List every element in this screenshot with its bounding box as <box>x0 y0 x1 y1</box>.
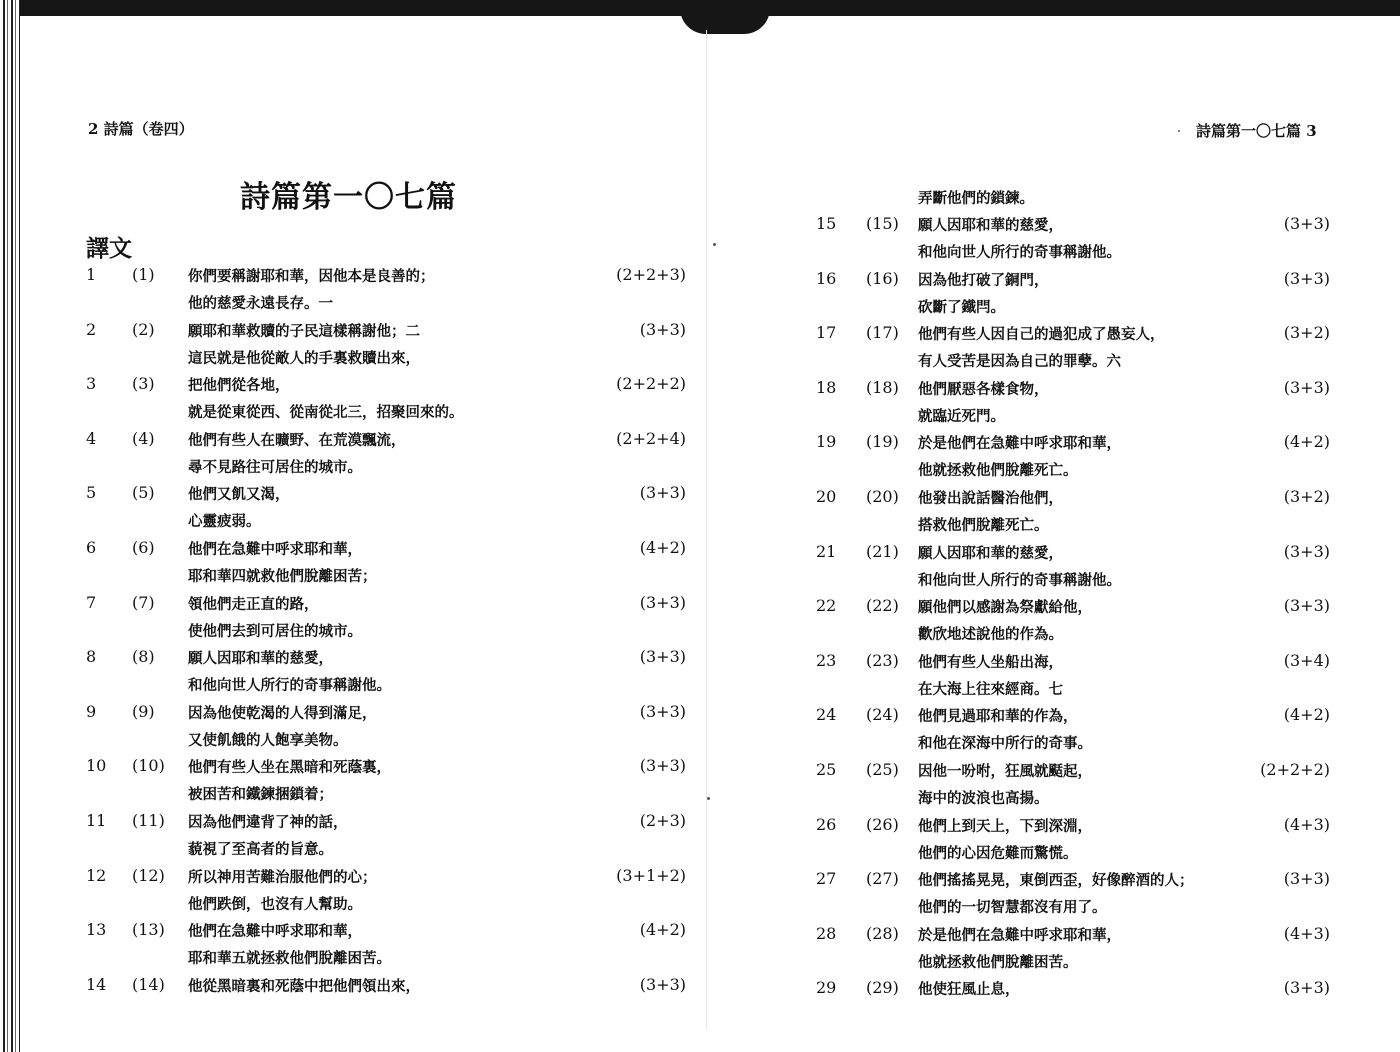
verse-number: 9 <box>86 701 97 721</box>
meter-notation: (4+2) <box>1283 432 1330 452</box>
verse-number-parenthetical: (26) <box>866 814 899 834</box>
verse-line-1: 他們有些人坐船出海， <box>918 653 1063 671</box>
meter-notation: (3+3) <box>1283 377 1330 397</box>
verse-line-2: 耶和華四就救他們脫離困苦； <box>188 568 377 585</box>
section-heading: 譯文 <box>86 235 132 262</box>
verse-number: 14 <box>86 974 107 994</box>
verse-number: 6 <box>86 538 97 557</box>
verse-number-parenthetical: (4) <box>132 428 155 448</box>
verse-line-1: 他們上到天上，下到深淵， <box>918 817 1092 835</box>
verse-number-parenthetical: (1) <box>132 265 155 284</box>
meter-notation: (4+3) <box>1283 814 1330 834</box>
meter-notation: (3+3) <box>1283 268 1330 288</box>
verse-line-1: 他們有些人在曠野、在荒漠飄流， <box>188 431 406 449</box>
verse-number: 11 <box>86 811 107 830</box>
verse-line-2: 他們跌倒，也沒有人幫助。 <box>188 895 362 913</box>
book-gutter <box>706 30 707 1030</box>
verse-line-2: 又使飢餓的人飽享美物。 <box>188 731 348 749</box>
verse-line-2: 搭救他們脫離死亡。 <box>918 517 1049 534</box>
verse-number-parenthetical: (9) <box>132 701 155 721</box>
meter-notation: (3+3) <box>639 701 686 721</box>
verse-number: 3 <box>86 374 97 394</box>
verse-line-2: 就臨近死門。 <box>918 407 1005 425</box>
meter-notation: (4+3) <box>1283 923 1330 943</box>
binding-notch <box>680 8 770 34</box>
meter-notation: (3+3) <box>639 483 686 503</box>
meter-notation: (2+2+2) <box>616 374 686 394</box>
verse-line-2: 就是從東從西、從南從北三，招聚回來的。 <box>188 404 464 422</box>
verse-line-2: 他的慈愛永遠長存。一 <box>188 295 333 312</box>
meter-notation: (3+3) <box>639 319 686 339</box>
meter-notation: (3+3) <box>1283 978 1330 998</box>
verse-line-2: 和他在深海中所行的奇事。 <box>918 735 1092 753</box>
verse-number: 13 <box>86 920 107 940</box>
verse-number-parenthetical: (13) <box>132 920 165 940</box>
verse-number-parenthetical: (6) <box>132 538 155 557</box>
verse-number-parenthetical: (25) <box>866 760 899 779</box>
verse-number-parenthetical: (7) <box>132 592 155 612</box>
verse-number: 7 <box>86 592 97 612</box>
verse-line-1: 把他們從各地， <box>188 377 290 395</box>
verse-number-parenthetical: (27) <box>866 869 899 889</box>
meter-notation: (3+3) <box>1283 214 1330 233</box>
verse-line-1: 願人因耶和華的慈愛， <box>918 217 1063 234</box>
verse-line-1: 他們又飢又渴， <box>188 486 290 504</box>
verse-number: 24 <box>816 705 837 725</box>
verse-number: 29 <box>816 978 837 998</box>
verse-line-1: 於是他們在急難中呼求耶和華， <box>918 435 1121 453</box>
scan-speck <box>713 243 716 246</box>
verse-line-2: 在大海上往來經商。七 <box>918 680 1063 698</box>
verse-line-2: 他就拯救他們脫離死亡。 <box>918 462 1078 480</box>
meter-notation: (2+2+3) <box>616 265 686 284</box>
verse-number-parenthetical: (12) <box>132 865 165 885</box>
meter-notation: (4+2) <box>1283 705 1330 725</box>
verse-line-1: 他們搖搖晃晃，東倒西歪，好像醉酒的人； <box>918 872 1194 890</box>
verse-line-1: 願人因耶和華的慈愛， <box>188 650 333 668</box>
verse-line-1: 他們有些人坐在黑暗和死蔭裏， <box>188 759 391 777</box>
verse-number: 18 <box>816 377 837 397</box>
verse-line-1: 他們在急難中呼求耶和華， <box>188 923 362 941</box>
running-head-right: 詩篇第一〇七篇 3 <box>1196 122 1317 140</box>
verse-number-parenthetical: (19) <box>866 432 899 452</box>
verse-number: 16 <box>816 268 837 288</box>
verse-line-1: 因他一吩咐，狂風就颳起， <box>918 763 1092 780</box>
verse-line-1: 願耶和華救贖的子民這樣稱謝他；二 <box>188 322 420 340</box>
verse-line-1: 領他們走正直的路， <box>188 595 319 613</box>
verse-number-parenthetical: (3) <box>132 374 155 394</box>
psalm-title: 詩篇第一〇七篇 <box>240 180 457 215</box>
carryover-line: 弄斷他們的鎖鍊。 <box>918 190 1034 207</box>
verse-line-1: 你們要稱謝耶和華，因他本是良善的； <box>188 268 435 285</box>
verse-line-1: 於是他們在急難中呼求耶和華， <box>918 926 1121 944</box>
verse-line-2: 海中的波浪也高揚。 <box>918 790 1049 807</box>
meter-notation: (3+3) <box>639 592 686 612</box>
verse-line-2: 他們的心因危難而驚慌。 <box>918 844 1078 862</box>
verse-number-parenthetical: (29) <box>866 978 899 998</box>
verse-number: 2 <box>86 319 97 339</box>
verse-number-parenthetical: (24) <box>866 705 899 725</box>
verse-number: 4 <box>86 428 97 448</box>
verse-number-parenthetical: (16) <box>866 268 899 288</box>
verse-line-2: 和他向世人所行的奇事稱謝他。 <box>918 571 1121 589</box>
verse-number-parenthetical: (15) <box>866 214 899 233</box>
verse-line-1: 願他們以感謝為祭獻給他， <box>918 599 1092 617</box>
meter-notation: (3+3) <box>1283 541 1330 561</box>
verse-number: 1 <box>86 265 97 284</box>
verse-line-2: 使他們去到可居住的城市。 <box>188 622 362 640</box>
meter-notation: (3+2) <box>1283 487 1330 506</box>
verse-number: 15 <box>816 214 837 233</box>
verse-number: 25 <box>816 760 837 779</box>
verse-number-parenthetical: (8) <box>132 647 155 667</box>
verse-line-1: 因為他打破了銅門， <box>918 271 1049 289</box>
meter-notation: (3+4) <box>1283 650 1330 670</box>
verse-number-parenthetical: (22) <box>866 596 899 616</box>
meter-notation: (3+1+2) <box>616 865 686 885</box>
meter-notation: (3+3) <box>1283 596 1330 616</box>
verse-number: 10 <box>86 756 107 776</box>
verse-number: 21 <box>816 541 837 561</box>
verse-line-2: 砍斷了鐵閂。 <box>918 298 1005 316</box>
verse-number: 5 <box>86 483 97 503</box>
meter-notation: (2+3) <box>639 811 686 830</box>
meter-notation: (2+2+2) <box>1260 760 1330 779</box>
verse-line-2: 歡欣地述說他的作為。 <box>918 626 1063 644</box>
verse-line-2: 這民就是他從敵人的手裏救贖出來， <box>188 349 420 367</box>
verse-number: 28 <box>816 923 837 943</box>
verse-number-parenthetical: (21) <box>866 541 899 561</box>
running-head-left: 2 詩篇（卷四） <box>88 120 194 138</box>
verse-number: 8 <box>86 647 97 667</box>
verse-number: 27 <box>816 869 837 889</box>
verse-number-parenthetical: (18) <box>866 377 899 397</box>
verse-number-parenthetical: (10) <box>132 756 165 776</box>
meter-notation: (3+3) <box>639 974 686 994</box>
verse-number-parenthetical: (5) <box>132 483 155 503</box>
meter-notation: (4+2) <box>639 538 686 557</box>
scan-speck <box>1178 130 1180 132</box>
scan-speck <box>707 797 710 800</box>
page-edge-left <box>0 0 20 1052</box>
verse-line-1: 因為他使乾渴的人得到滿足， <box>188 704 377 722</box>
verse-number-parenthetical: (28) <box>866 923 899 943</box>
verse-number: 17 <box>816 323 837 343</box>
verse-line-2: 心靈疲弱。 <box>188 513 261 531</box>
verse-line-1: 他們見過耶和華的作為， <box>918 708 1078 726</box>
verse-number: 19 <box>816 432 837 452</box>
verse-line-2: 被困苦和鐵鍊捆鎖着； <box>188 786 333 804</box>
verse-number-parenthetical: (23) <box>866 650 899 670</box>
verse-line-2: 耶和華五就拯救他們脫離困苦。 <box>188 950 391 968</box>
verse-number: 12 <box>86 865 107 885</box>
verse-line-1: 他們有些人因自己的過犯成了愚妄人， <box>918 326 1165 344</box>
verse-line-2: 尋不見路往可居住的城市。 <box>188 458 362 476</box>
meter-notation: (3+3) <box>639 647 686 667</box>
verse-number-parenthetical: (14) <box>132 974 165 994</box>
verse-line-2: 藐視了至高者的旨意。 <box>188 841 333 858</box>
verse-line-1: 他們厭惡各樣食物， <box>918 380 1049 398</box>
meter-notation: (3+2) <box>1283 323 1330 343</box>
meter-notation: (2+2+4) <box>616 428 686 448</box>
verse-line-1: 他使狂風止息， <box>918 981 1020 999</box>
verse-number-parenthetical: (11) <box>132 811 165 830</box>
meter-notation: (3+3) <box>639 756 686 776</box>
verse-number-parenthetical: (17) <box>866 323 899 343</box>
verse-line-1: 所以神用苦難治服他們的心； <box>188 868 377 886</box>
verse-line-1: 他們在急難中呼求耶和華， <box>188 541 362 558</box>
verse-line-1: 他從黑暗裏和死蔭中把他們領出來， <box>188 977 420 995</box>
verse-line-2: 和他向世人所行的奇事稱謝他。 <box>918 244 1121 261</box>
verse-number: 22 <box>816 596 837 616</box>
meter-notation: (4+2) <box>639 920 686 940</box>
verse-line-1: 願人因耶和華的慈愛， <box>918 544 1063 562</box>
verse-line-1: 他發出說話醫治他們， <box>918 490 1063 507</box>
verse-line-1: 因為他們違背了神的話， <box>188 814 348 831</box>
verse-number: 20 <box>816 487 837 506</box>
verse-line-2: 他就拯救他們脫離困苦。 <box>918 953 1078 971</box>
verse-line-2: 有人受苦是因為自己的罪孽。六 <box>918 353 1121 371</box>
verse-line-2: 他們的一切智慧都沒有用了。 <box>918 899 1107 917</box>
verse-number-parenthetical: (20) <box>866 487 899 506</box>
verse-line-2: 和他向世人所行的奇事稱謝他。 <box>188 677 391 695</box>
verse-number: 26 <box>816 814 837 834</box>
meter-notation: (3+3) <box>1283 869 1330 889</box>
verse-number-parenthetical: (2) <box>132 319 155 339</box>
verse-number: 23 <box>816 650 837 670</box>
